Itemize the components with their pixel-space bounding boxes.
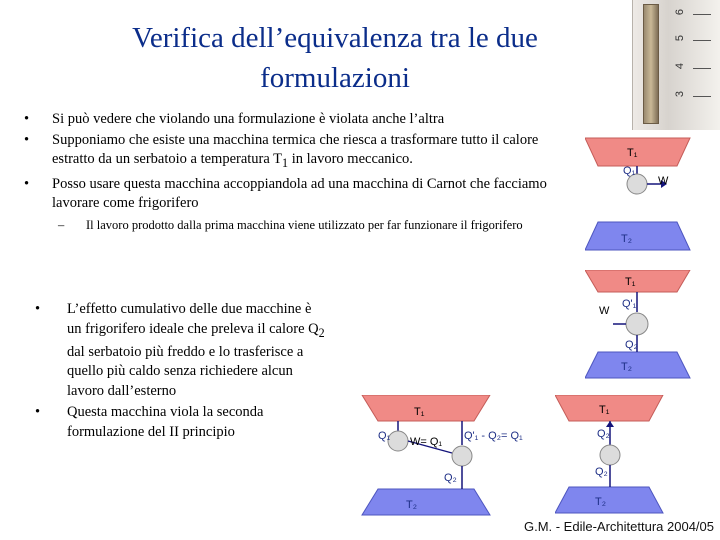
bullet-text: Supponiamo che esiste una macchina termica che riesca a trasformare tutto il calore estratto da un serbatoio a temperatura T <box>52 132 539 167</box>
fridge-diagram <box>585 270 705 380</box>
fridge-circle <box>452 446 472 466</box>
subscript: 2 <box>318 325 325 340</box>
ruler-tick <box>693 14 711 15</box>
t-hot-label: T₁ <box>599 404 610 416</box>
bullet-item <box>24 110 579 129</box>
bullet-text: Questa macchina viola la seconda formulazione del II principio <box>67 404 264 440</box>
sub-bullet-text: Il lavoro prodotto dalla prima macchina viene utilizzato per far funzionare il frigorifero <box>86 217 523 232</box>
q2-label: Q₂ <box>444 472 457 484</box>
ruler-tick <box>693 68 711 69</box>
fridge-circle <box>626 313 648 335</box>
engine-diagram <box>585 132 705 252</box>
engine-circle <box>388 431 408 451</box>
t-cold-label: T₂ <box>595 496 606 508</box>
cold-reservoir <box>585 352 690 378</box>
bullet-dot: • <box>24 175 30 192</box>
bullet-dot: • <box>35 301 41 317</box>
engine-circle <box>627 174 647 194</box>
w-label: W <box>599 305 610 317</box>
t-hot-label: T₁ <box>627 147 638 159</box>
title-line-1: Verifica dell’equivalenza tra le due <box>132 22 538 54</box>
bullet-text: Posso usare questa macchina accoppiandola ad una macchina di Carnot che facciamo lavorare come frigorifero <box>52 175 547 211</box>
t-cold-label: T₂ <box>406 499 417 511</box>
sub-bullet-item <box>24 217 579 234</box>
ruler-number: 6 <box>674 8 687 16</box>
bullet-list-bottom <box>35 300 325 444</box>
cold-reservoir <box>362 489 490 515</box>
bullet-dot: • <box>35 404 41 421</box>
q1p-label: Q'₁ - Q₂= Q₁ <box>464 430 523 442</box>
q-label: Q₁ <box>623 165 636 177</box>
cold-reservoir <box>555 487 663 513</box>
hot-reservoir <box>585 270 690 292</box>
ruler-slot <box>643 4 659 124</box>
title-line-2: formulazioni <box>260 62 410 94</box>
w-label: W= Q₁ <box>410 436 443 448</box>
bullet-item <box>35 300 325 401</box>
result-circle <box>600 445 620 465</box>
bullet-dot: • <box>24 132 30 148</box>
bullet-item <box>24 131 579 173</box>
slide-title <box>60 18 610 98</box>
hot-reservoir <box>362 395 490 421</box>
ruler-number: 4 <box>674 62 687 70</box>
bullet-text: dal serbatoio più freddo e lo trasferisce a quello più caldo senza richiedere alcun lavoro dall’esterno <box>67 343 304 399</box>
ruler-tick <box>693 40 711 41</box>
footer-credit: G.M. - Edile-Architettura 2004/05 <box>523 519 714 534</box>
bullet-text: in lavoro meccanico. <box>288 151 413 167</box>
t-cold-label: T₂ <box>621 233 632 245</box>
hot-reservoir <box>585 138 690 166</box>
ruler-tick <box>693 96 711 97</box>
q1-label: Q'₁ <box>622 298 637 310</box>
t-hot-label: T₁ <box>625 276 636 288</box>
ruler-number: 5 <box>674 34 687 42</box>
ruler-image <box>632 0 720 130</box>
subscript: 1 <box>282 155 289 170</box>
bullet-dot: • <box>24 111 30 127</box>
ruler-number: 3 <box>674 90 687 98</box>
cold-reservoir <box>585 222 690 250</box>
result-diagram <box>555 395 665 515</box>
bullet-text: L’effetto cumulativo delle due macchine è un frigorifero ideale che preleva il calore Q <box>67 301 319 337</box>
bullet-text: Si può vedere che violando una formulazione è violata anche l’altra <box>52 111 445 127</box>
q2-label: Q₂ <box>625 339 638 351</box>
combined-diagram <box>340 395 540 517</box>
t-hot-label: T₁ <box>414 406 425 418</box>
bullet-list-top <box>24 110 579 234</box>
q2-top-label: Q₂ <box>597 428 610 440</box>
arrowhead-up <box>606 421 614 427</box>
q2-bottom-label: Q₂ <box>595 466 608 478</box>
q1-label: Q₁ <box>378 430 391 442</box>
bullet-item <box>24 175 579 213</box>
bullet-item <box>35 403 325 442</box>
sub-bullet-dash: – <box>58 217 65 232</box>
w-label: W <box>658 175 669 187</box>
t-cold-label: T₂ <box>621 361 632 373</box>
